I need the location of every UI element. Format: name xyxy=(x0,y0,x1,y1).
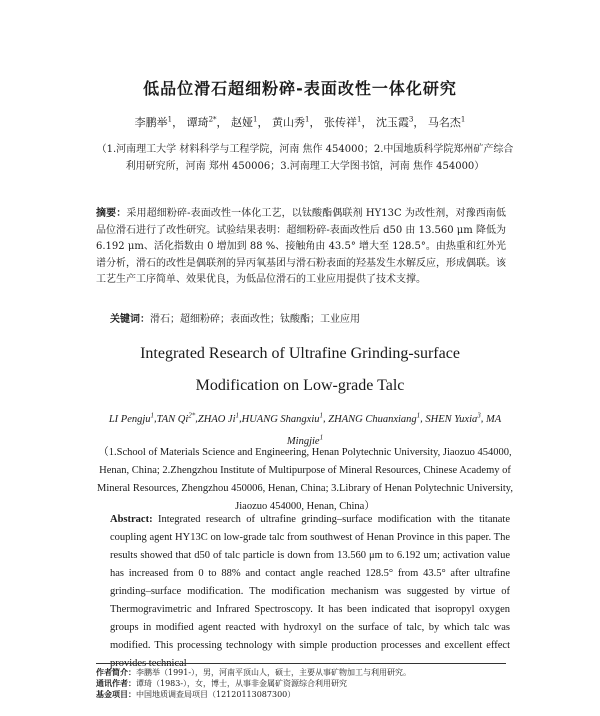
author-en: TAN $Qi^{2*}$ xyxy=(156,411,196,425)
author-cn: 赵娅$^1$ xyxy=(231,115,258,129)
chinese-abstract xyxy=(96,206,506,289)
english-title-line-1: Integrated Research of Ultrafine Grinding-surface xyxy=(140,345,460,362)
author-cn: 李鹏举$^1$ xyxy=(134,115,173,129)
author-en: MA Mingjie$^1$ xyxy=(286,413,502,447)
author-en: ZHAO Ji$^1$ xyxy=(197,411,240,425)
author-en: HUANG Shangxiu$^1$ xyxy=(241,411,324,425)
english-abstract xyxy=(110,511,510,673)
footnote-corresponding-author: 通讯作者：谭琦（1983-），女，博士，从事非金属矿资源综合利用研究 xyxy=(96,679,348,688)
footnote-divider xyxy=(96,663,506,664)
author-cn: 马名杰$^1$ xyxy=(427,115,466,129)
abstract-en-label: Abstract: xyxy=(110,514,153,525)
author-cn: 黄山秀$^1$ xyxy=(272,115,310,129)
author-cn: 沈玉霞$^3$ xyxy=(375,115,414,129)
keywords-cn-label: 关键词： xyxy=(110,314,150,325)
english-authors: LI Pengju$^1$,TAN $Qi^{2*},ZHAO$ Ji$^1$,HUANG Shangxiu$^1$, ZHANG Chuanxiang$^1$, SHEN Yuxia$^3$, MA Mingjie$^1$ xyxy=(108,411,502,447)
chinese-keywords xyxy=(110,310,510,325)
author-en: SHEN Yuxia$^3$ xyxy=(425,411,481,425)
english-title-line-2: Modification on Low-grade Talc xyxy=(195,377,405,394)
footnote-funding: 基金项目：中国地质调查局项目（12120113087300） xyxy=(96,690,296,699)
author-en: LI Pengju$^1$ xyxy=(108,411,155,425)
chinese-affiliations: （1.河南理工大学 材料科学与工程学院，河南 焦作 454000；2.中国地质科学院郑州矿产综合利用研究所，河南 郑州 450006；3.河南理工大学图书馆，河南 焦作 454000） xyxy=(96,144,514,172)
english-affiliations: （1.School of Materials Science and Engineering, Henan Polytechnic University, Jiaozuo 454000, Henan, China; 2.Zhengzhou Institute of Multipurpose of Mineral Resources, Chinese Academy of Mineral Resources, Zhengzhou 450006, Henan, China; 3.Library of Henan Polytechnic University, Jiaozuo 454000, Henan, China） xyxy=(96,447,513,512)
abstract-en-text: Integrated research of ultrafine grinding–surface modification with the titanate coupling agent HY13C on low-grade talc from southwest of Henan Province in this paper. The results showed that d50 of talc particle is down from 13.560 μm to 6.192 um; activation value has increased from 0 to 88% and contact angle reached 128.5° from 43.5° after ultrafine grinding–surface modification. The modification mechanism was suggested by virtue of Thermogravimetric and Infrared Spectroscopy. It has been indicated that isopropyl oxygen groups in modified agent reacted with hydroxyl on the surface of talc, by which talc was modified. This processing technology with simple production processes and excellent effect provides technical xyxy=(110,514,510,669)
chinese-title: 低品位滑石超细粉碎-表面改性一体化研究 xyxy=(143,79,457,98)
abstract-cn-text: 采用超细粉碎-表面改性一体化工艺，以钛酸酯偶联剂 HY13C 为改性剂，对豫西南低品位滑石进行了改性研究。试验结果表明：超细粉碎-表面改性后 d50 由 13.560 μm 降低为 6.192 μm、活化指数由 0 增加到 88 %、接触角由 43.5° 增大至 128.5°。由热重和红外光谱分析，滑石的改性是偶联剂的异丙氧基团与滑石粉表面的羟基发生水解反应，形成偶联。该工艺生产工序简单、效果优良，为低品位滑石的工业应用提供了技术支撑。 xyxy=(96,208,507,285)
author-cn: 张传祥$^1$ xyxy=(323,115,362,129)
chinese-authors: 李鹏举$^1$， 谭琦$^{2*}$， 赵娅$^1$， 黄山秀$^1$， 张传祥$^1$， 沈玉霞$^3$， 马名杰$^1$ xyxy=(134,115,466,129)
abstract-cn-label: 摘要： xyxy=(96,208,127,219)
author-en: ZHANG Chuanxiang$^1$ xyxy=(328,411,421,425)
keywords-cn-text: 滑石；超细粉碎；表面改性；钛酸酯；工业应用 xyxy=(150,314,360,325)
footnote-author-bio: 作者简介：李鹏举（1991-），男，河南平顶山人，硕士，主要从事矿物加工与利用研究。 xyxy=(96,668,412,677)
author-cn: 谭琦$^{2*}$ xyxy=(186,115,217,129)
footnotes xyxy=(96,667,516,700)
